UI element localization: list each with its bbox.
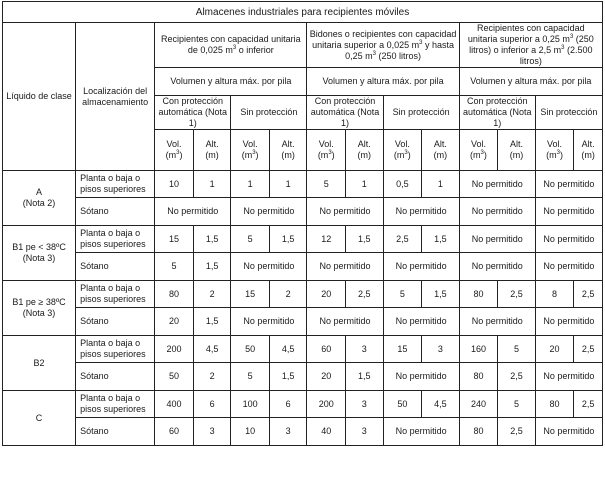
table-cell: 1,5 <box>422 281 460 308</box>
table-cell: 5 <box>498 391 536 418</box>
table-cell: 80 <box>459 418 498 446</box>
no-permitido-cell: No permitido <box>535 363 602 391</box>
header-group-2: Bidones o recipientes con capacidad unitaria superior a 0,025 $m^3$ y hasta 0,25 $m^3$ (250 litros) <box>307 23 459 68</box>
header-vol-alt: Volumen y altura máx. por pila <box>459 68 602 96</box>
header-alt: Alt. (m) <box>422 130 460 171</box>
table-cell: 80 <box>535 391 574 418</box>
table-cell: 1,5 <box>422 226 460 253</box>
alt-label: Alt. <box>357 139 371 149</box>
header-vol: Vol. $(m^3)$ <box>155 130 194 171</box>
alt-label: Alt. <box>510 139 524 149</box>
table-cell: 1,5 <box>346 363 384 391</box>
vol-label: Vol. <box>470 139 486 149</box>
table-cell: 20 <box>155 308 194 336</box>
table-cell: 6 <box>193 391 231 418</box>
header-vol: Vol. $(m^3)$ <box>383 130 422 171</box>
table-cell: 1 <box>193 171 231 198</box>
table-cell: 1 <box>346 171 384 198</box>
no-permitido-cell: No permitido <box>535 171 602 198</box>
header-con-proteccion: Con protección automática (Nota 1) <box>459 96 535 130</box>
table-cell: 5 <box>307 171 346 198</box>
vol-label: Vol. <box>318 139 334 149</box>
no-permitido-cell: No permitido <box>383 198 459 226</box>
location-planta: Planta o baja o pisos superiores <box>76 336 155 363</box>
table-title: Almacenes industriales para recipientes móviles <box>3 2 603 23</box>
table-cell: 50 <box>231 336 270 363</box>
header-con-proteccion: Con protección automática (Nota 1) <box>155 96 231 130</box>
no-permitido-cell: No permitido <box>535 308 602 336</box>
header-alt: Alt. (m) <box>574 130 603 171</box>
header-alt: Alt. (m) <box>498 130 536 171</box>
header-sin-proteccion: Sin protección <box>383 96 459 130</box>
header-vol: Vol. $(m^3)$ <box>459 130 498 171</box>
table-cell: 2 <box>269 281 307 308</box>
header-group-3: Recipientes con capacidad unitaria superior a 0,25 $m^3$ (250 litros) o inferior a 2,5 $m^3$ (2.500 litros) <box>459 23 602 68</box>
no-permitido-cell: No permitido <box>307 198 383 226</box>
table-cell: 1,5 <box>193 308 231 336</box>
no-permitido-cell: No permitido <box>459 253 535 281</box>
table-cell: 40 <box>307 418 346 446</box>
no-permitido-cell: No permitido <box>231 198 307 226</box>
location-sotano: Sótano <box>76 198 155 226</box>
class-cell-b1-low: B1 pe < 38ºC (Nota 3) <box>3 226 76 281</box>
table-cell: 4,5 <box>422 391 460 418</box>
table-cell: 5 <box>383 281 422 308</box>
table-cell: 3 <box>346 336 384 363</box>
table-cell: 3 <box>193 418 231 446</box>
table-cell: 5 <box>231 226 270 253</box>
table-cell: 0,5 <box>383 171 422 198</box>
table-cell: 20 <box>307 281 346 308</box>
header-sin-proteccion: Sin protección <box>231 96 307 130</box>
no-permitido-cell: No permitido <box>535 198 602 226</box>
table-cell: 5 <box>498 336 536 363</box>
table-cell: 3 <box>269 418 307 446</box>
table-cell: 2,5 <box>383 226 422 253</box>
header-location: Localización del almacenamiento <box>76 23 155 171</box>
table-cell: 50 <box>155 363 194 391</box>
table-cell: 400 <box>155 391 194 418</box>
table-cell: 15 <box>231 281 270 308</box>
header-vol-alt: Volumen y altura máx. por pila <box>307 68 459 96</box>
table-cell: 10 <box>155 171 194 198</box>
location-sotano: Sótano <box>76 418 155 446</box>
table-cell: 5 <box>155 253 194 281</box>
table-cell: 80 <box>459 363 498 391</box>
table-cell: 80 <box>155 281 194 308</box>
table-cell: 8 <box>535 281 574 308</box>
header-vol: Vol. $(m^3)$ <box>231 130 270 171</box>
table-cell: 2,5 <box>574 336 603 363</box>
location-planta: Planta o baja o pisos superiores <box>76 226 155 253</box>
class-cell-b2: B2 <box>3 336 76 391</box>
no-permitido-cell: No permitido <box>383 418 459 446</box>
header-vol-alt: Volumen y altura máx. por pila <box>155 68 307 96</box>
table-cell: 2,5 <box>346 281 384 308</box>
header-con-proteccion: Con protección automática (Nota 1) <box>307 96 383 130</box>
table-cell: 6 <box>269 391 307 418</box>
location-planta: Planta o baja o pisos superiores <box>76 391 155 418</box>
table-cell: 15 <box>155 226 194 253</box>
vol-label: Vol. <box>242 139 258 149</box>
location-planta: Planta o baja o pisos superiores <box>76 281 155 308</box>
no-permitido-cell: No permitido <box>459 308 535 336</box>
table-cell: 4,5 <box>269 336 307 363</box>
table-cell: 2,5 <box>498 281 536 308</box>
no-permitido-cell: No permitido <box>459 171 535 198</box>
no-permitido-cell: No permitido <box>155 198 231 226</box>
table-cell: 2 <box>193 281 231 308</box>
table-cell: 2,5 <box>498 418 536 446</box>
header-alt: Alt. (m) <box>269 130 307 171</box>
table-cell: 2 <box>193 363 231 391</box>
table-cell: 1 <box>269 171 307 198</box>
class-cell-b1-high: B1 pe ≥ 38ºC (Nota 3) <box>3 281 76 336</box>
no-permitido-cell: No permitido <box>459 198 535 226</box>
header-alt: Alt. (m) <box>193 130 231 171</box>
table-cell: 3 <box>422 336 460 363</box>
table-cell: 5 <box>231 363 270 391</box>
table-cell: 1,5 <box>269 363 307 391</box>
table-cell: 10 <box>231 418 270 446</box>
table-cell: 100 <box>231 391 270 418</box>
alt-label: Alt. <box>433 139 447 149</box>
no-permitido-cell: No permitido <box>231 308 307 336</box>
table-cell: 1,5 <box>269 226 307 253</box>
class-cell-c: C <box>3 391 76 446</box>
table-cell: 20 <box>307 363 346 391</box>
header-vol: Vol. $(m^3)$ <box>307 130 346 171</box>
table-cell: 80 <box>459 281 498 308</box>
header-alt: Alt. (m) <box>346 130 384 171</box>
table-cell: 200 <box>307 391 346 418</box>
table-cell: 20 <box>535 336 574 363</box>
table-cell: 1 <box>231 171 270 198</box>
table-cell: 1,5 <box>346 226 384 253</box>
header-liquid-class: Líquido de clase <box>3 23 76 171</box>
table-cell: 12 <box>307 226 346 253</box>
table-cell: 2,5 <box>574 281 603 308</box>
storage-table <box>2 1 603 446</box>
table-cell: 2,5 <box>498 363 536 391</box>
no-permitido-cell: No permitido <box>459 226 535 253</box>
no-permitido-cell: No permitido <box>383 308 459 336</box>
header-sin-proteccion: Sin protección <box>535 96 602 130</box>
no-permitido-cell: No permitido <box>535 253 602 281</box>
table-cell: 1,5 <box>193 226 231 253</box>
table-cell: 1,5 <box>193 253 231 281</box>
table-cell: 240 <box>459 391 498 418</box>
no-permitido-cell: No permitido <box>383 363 459 391</box>
no-permitido-cell: No permitido <box>231 253 307 281</box>
table-cell: 3 <box>346 418 384 446</box>
alt-label: Alt. <box>205 139 219 149</box>
no-permitido-cell: No permitido <box>535 418 602 446</box>
no-permitido-cell: No permitido <box>535 226 602 253</box>
vol-label: Vol. <box>166 139 182 149</box>
class-cell-a: A (Nota 2) <box>3 171 76 226</box>
header-group-1: Recipientes con capacidad unitaria de 0,025 $m^3$ o inferior <box>155 23 307 68</box>
header-vol: Vol. $(m^3)$ <box>535 130 574 171</box>
location-sotano: Sótano <box>76 253 155 281</box>
table-cell: 200 <box>155 336 194 363</box>
table-cell: 4,5 <box>193 336 231 363</box>
table-cell: 60 <box>155 418 194 446</box>
table-cell: 60 <box>307 336 346 363</box>
alt-label: Alt. <box>281 139 295 149</box>
table-cell: 15 <box>383 336 422 363</box>
alt-label: Alt. <box>581 139 595 149</box>
no-permitido-cell: No permitido <box>307 253 383 281</box>
table-cell: 160 <box>459 336 498 363</box>
location-sotano: Sótano <box>76 308 155 336</box>
location-sotano: Sótano <box>76 363 155 391</box>
vol-label: Vol. <box>394 139 410 149</box>
table-cell: 2,5 <box>574 391 603 418</box>
no-permitido-cell: No permitido <box>307 308 383 336</box>
table-cell: 3 <box>346 391 384 418</box>
vol-label: Vol. <box>547 139 563 149</box>
table-cell: 1 <box>422 171 460 198</box>
location-planta: Planta o baja o pisos superiores <box>76 171 155 198</box>
table-cell: 50 <box>383 391 422 418</box>
no-permitido-cell: No permitido <box>383 253 459 281</box>
